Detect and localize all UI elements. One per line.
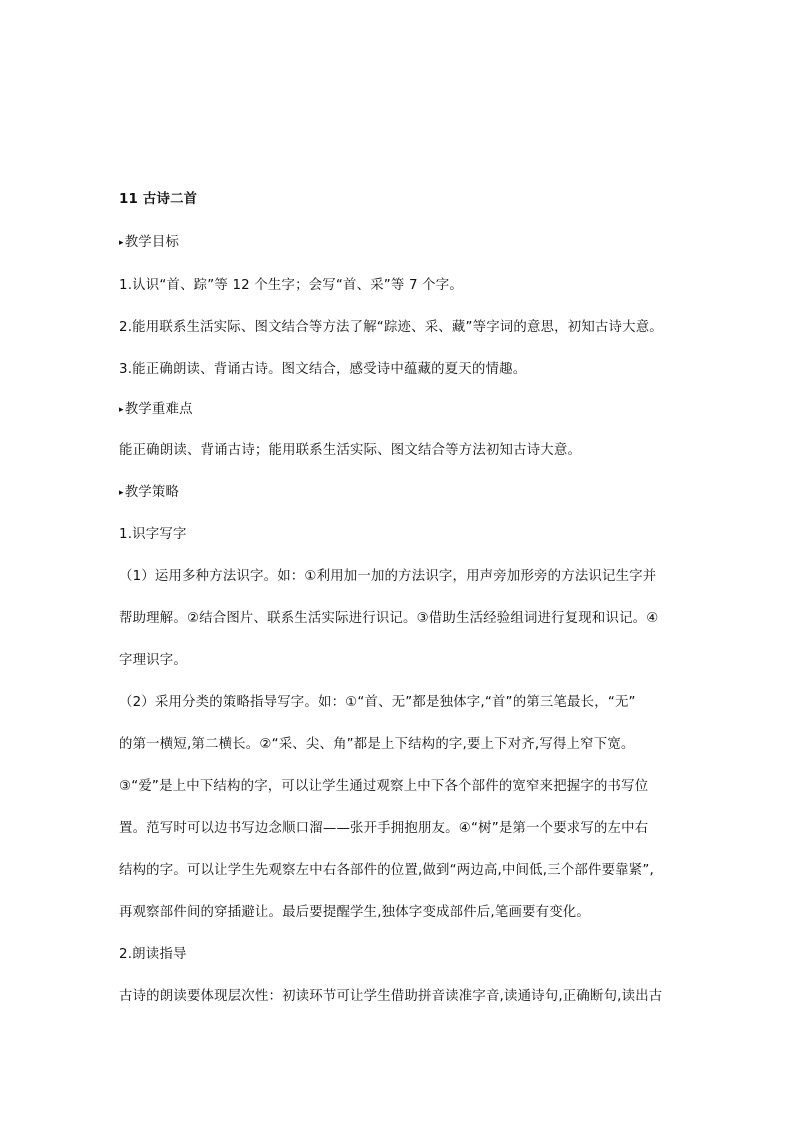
paragraph-line: （2）采用分类的策略指导写字。如：①“首、无”都是独体字,“首”的第三笔最长，“无” (119, 695, 636, 710)
paragraph-line: 字理识字。 (119, 653, 187, 668)
lesson-title: 11 古诗二首 (119, 192, 198, 207)
section-heading-difficulty (119, 400, 699, 420)
paragraph-line: 置。范写时可以边书写边念顺口溜——张开手拥抱朋友。④“树”是第一个要求写的左中右 (119, 821, 649, 836)
paragraph-line: ③“爱”是上中下结构的字，可以让学生通过观察上中下各个部件的宽窄来把握字的书写位 (119, 779, 649, 794)
triangle-bullet-icon: ▸ (119, 405, 124, 415)
paragraph-line: （1）运用多种方法识字。如：①利用加一加的方法识字，用声旁加形旁的方法识记生字并 (119, 569, 657, 584)
triangle-bullet-icon: ▸ (119, 238, 124, 248)
difficulty-text: 能正确朗读、背诵古诗；能用联系生活实际、图文结合等方法初知古诗大意。 (119, 443, 582, 458)
goal-item-1: 1.认识“首、踪”等 12 个生字；会写“首、采”等 7 个字。 (119, 278, 463, 293)
section-heading-label: 教学策略 (124, 485, 180, 500)
section-heading-strategy (119, 483, 699, 503)
strategy-subheading-reading: 2.朗读指导 (119, 947, 187, 962)
section-heading-label: 教学目标 (124, 235, 180, 250)
section-heading-goals (119, 233, 699, 253)
triangle-bullet-icon: ▸ (119, 488, 124, 498)
paragraph-line: 的第一横短,第二横长。②“采、尖、角”都是上下结构的字,要上下对齐,写得上窄下宽。 (119, 737, 635, 752)
strategy-subheading-literacy: 1.识字写字 (119, 527, 187, 542)
paragraph-line: 帮助理解。②结合图片、联系生活实际进行识记。③借助生活经验组词进行复现和识记。④ (119, 611, 659, 626)
section-heading-label: 教学重难点 (124, 402, 193, 417)
paragraph-line: 再观察部件间的穿插避让。最后要提醒学生,独体字变成部件后,笔画要有变化。 (119, 905, 590, 920)
goal-item-3: 3.能正确朗读、背诵古诗。图文结合，感受诗中蕴藏的夏天的情趣。 (119, 362, 527, 377)
paragraph-line: 结构的字。可以让学生先观察左中右各部件的位置,做到“两边高,中间低,三个部件要靠紧”, (119, 863, 654, 878)
paragraph-line: 古诗的朗读要体现层次性：初读环节可让学生借助拼音读准字音,读通诗句,正确断句,读出古 (119, 989, 663, 1004)
goal-item-2: 2.能用联系生活实际、图文结合等方法了解“踪迹、采、藏”等字词的意思，初知古诗大意。 (119, 320, 663, 335)
